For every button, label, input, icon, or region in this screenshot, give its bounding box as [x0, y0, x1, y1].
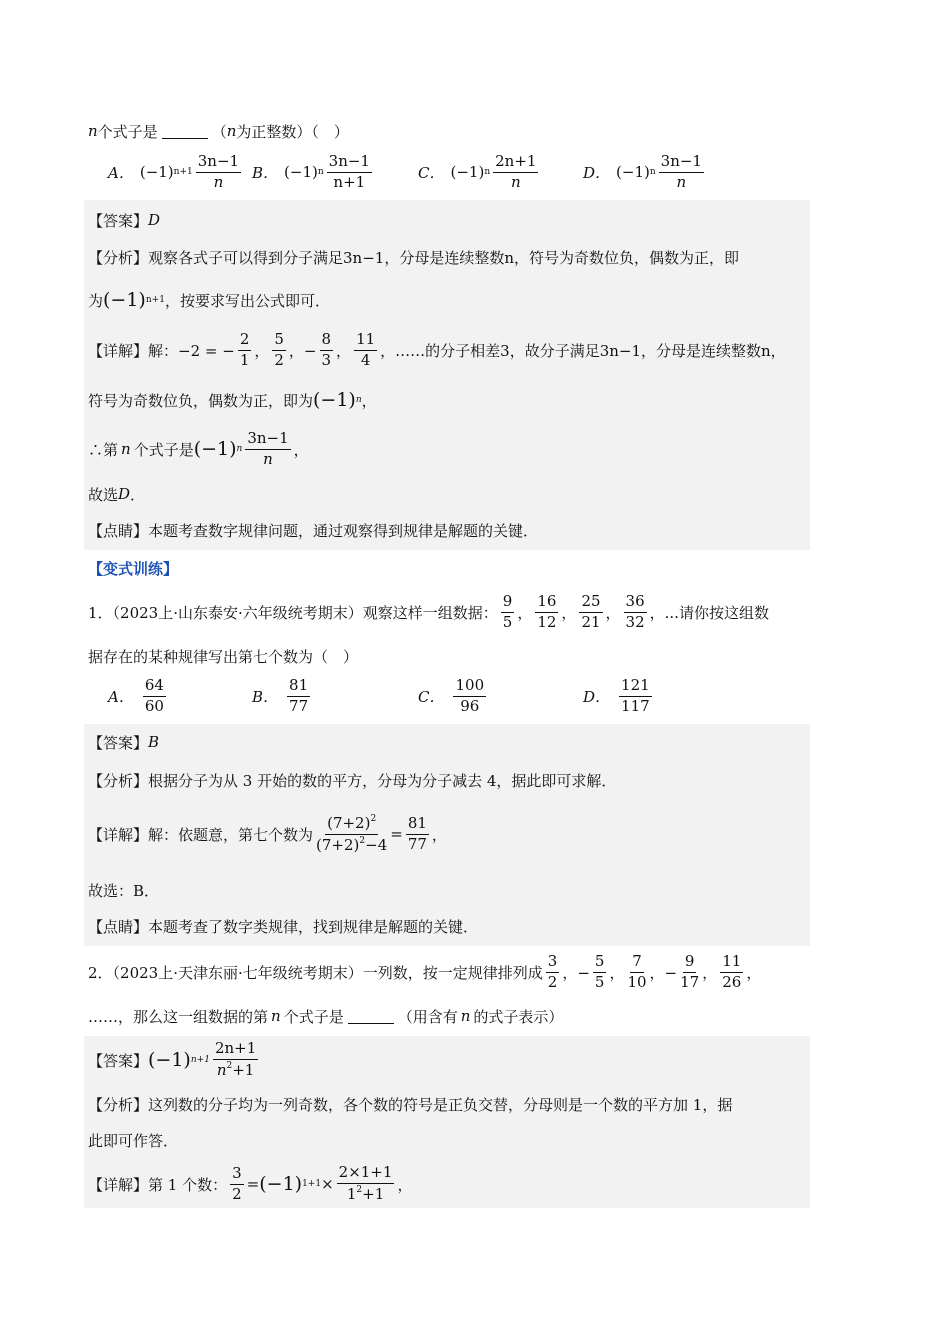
analysis-line: 【分析】 根据分子为从 3 开始的数的平方，分母为分子减去 4，据此即可求解．: [88, 771, 617, 790]
answer-blank: [162, 124, 208, 139]
detail-line-4: 故选 D ．: [88, 485, 146, 504]
fraction: $\frac{(7+2)^2}{(7+2)^2-4}$: [316, 813, 388, 854]
fraction: $\frac{2\times 1+1}{1^2+1}$: [338, 1163, 393, 1203]
detail-line-2: 符号为奇数位负，偶数为正，即为 (−1) n ，: [88, 389, 377, 411]
detail-line-3: ∴第 n 个式子是 (−1) n $\frac{3n-1}{n}$ ，: [88, 428, 309, 468]
option-b: B． (−1) n $\frac{3n-1}{n+1}$: [252, 152, 370, 191]
fraction: $\frac{36}{32}$: [625, 591, 645, 631]
answer-line: 【答案】 B: [88, 733, 160, 752]
fraction: $\frac{9}{17}$: [680, 951, 700, 991]
fraction: $\frac{81}{77}$: [289, 676, 309, 715]
fraction: $\frac{16}{12}$: [537, 591, 557, 631]
fraction: $\frac{8}{3}$: [321, 329, 332, 369]
fraction: $\frac{100}{96}$: [455, 676, 485, 715]
fraction: $\frac{81}{77}$: [407, 813, 427, 853]
answer-line: 【答案】 (−1) n+1 $\frac{2n+1}{n^2+1}$: [88, 1039, 257, 1079]
answer-line: 【答案】 D: [88, 211, 161, 230]
question-stem-q2-line2: ……，那么这一组数据的第 n 个式子是 （用含有 n 的式子表示）: [88, 1007, 564, 1026]
fraction: $\frac{2n+1}{n}$: [495, 152, 537, 191]
fraction: $\frac{3n-1}{n}$: [247, 428, 289, 468]
fraction: $\frac{3}{2}$: [232, 1163, 242, 1203]
answer-blank: [348, 1009, 394, 1024]
detail-line: 【详解】 第 1 个数： $\frac{3}{2}$ = (−1) 1+1 × $\frac{2\times 1+1}{1^2+1}$ ，: [88, 1163, 413, 1203]
analysis-line: 【分析】 这列数的分子均为一列奇数，各个数的符号是正负交替，分母则是一个数的平方加 1，据: [88, 1095, 733, 1114]
option-a: A． (−1) n+1 $\frac{3n-1}{n}$: [108, 152, 240, 191]
analysis-line-2: 此即可作答．: [88, 1131, 179, 1150]
fraction: $\frac{9}{5}$: [502, 591, 513, 631]
option-c: C． $\frac{100}{96}$: [418, 676, 485, 715]
fraction: $\frac{11}{4}$: [356, 329, 376, 369]
detail-line: 【详解】 解：依题意，第七个数为 $\frac{(7+2)^2}{(7+2)^2-4}$ = $\frac{81}{77}$ ，: [88, 813, 447, 854]
fraction: $\frac{5}{2}$: [274, 329, 284, 369]
detail-line: 【详解】 解：−2 = − $\frac{2}{1}$ ， $\frac{5}{2}$ ，− $\frac{8}{3}$ ， $\frac{11}{4}$ ，……的分子相差3，故分子满足3n−1，分母是连续整数n，: [88, 329, 786, 369]
fraction: $\frac{3n-1}{n+1}$: [328, 152, 370, 191]
fraction: $\frac{3}{2}$: [547, 951, 558, 991]
fraction: $\frac{3n-1}{n}$: [660, 152, 702, 191]
question-stem-q1-line2: 据存在的某种规律写出第七个数为（ ）: [88, 647, 359, 666]
section-title: 【变式训练】: [88, 559, 179, 578]
fraction: $\frac{3n-1}{n}$: [197, 152, 240, 191]
fraction: $\frac{11}{26}$: [722, 951, 742, 991]
fraction: $\frac{121}{117}$: [621, 676, 650, 715]
question-stem-q1: 1．（2023上·山东泰安·六年级统考期末）观察这样一组数据： $\frac{9}{5}$ ， $\frac{16}{12}$ ， $\frac{25}{21}$ ， $\frac{36}{32}$ ，...请你按这组数: [88, 591, 769, 631]
comment-line: 【点睛】 本题考查了数字类规律，找到规律是解题的关键．: [88, 917, 479, 936]
comment-line: 【点睛】 本题考查数字规律问题，通过观察得到规律是解题的关键．: [88, 521, 539, 540]
question-stem-q0: n 个式子是 （ n 为正整数）（ ）: [88, 122, 349, 141]
fraction: $\frac{7}{10}$: [627, 951, 647, 991]
question-stem-q2: 2．（2023上·天津东丽·七年级统考期末）一列数，按一定规律排列成 $\frac{3}{2}$ ，− $\frac{5}{5}$ ， $\frac{7}{10}$ ，− $\frac{9}{17}$ ， $\frac{11}{26}$ ，: [88, 951, 762, 991]
analysis-line-2: 为 (−1) n+1 ，按要求写出公式即可．: [88, 289, 330, 311]
fraction: $\frac{25}{21}$: [581, 591, 601, 631]
fraction: $\frac{64}{60}$: [144, 676, 164, 715]
option-c: C． (−1) n $\frac{2n+1}{n}$: [418, 152, 537, 191]
option-d: D． $\frac{121}{117}$: [583, 676, 650, 715]
option-b: B． $\frac{81}{77}$: [252, 676, 309, 715]
analysis-line: 【分析】 观察各式子可以得到分子满足3n−1，分母是连续整数n，符号为奇数位负，偶数为正，即: [88, 248, 739, 267]
fraction: $\frac{2n+1}{n^2+1}$: [214, 1039, 257, 1079]
option-a: A． $\frac{64}{60}$: [108, 676, 164, 715]
fraction: $\frac{5}{5}$: [594, 951, 605, 991]
option-d: D． (−1) n $\frac{3n-1}{n}$: [583, 152, 702, 191]
fraction: $\frac{2}{1}$: [239, 329, 250, 369]
detail-line-2: 故选：B．: [88, 881, 160, 900]
